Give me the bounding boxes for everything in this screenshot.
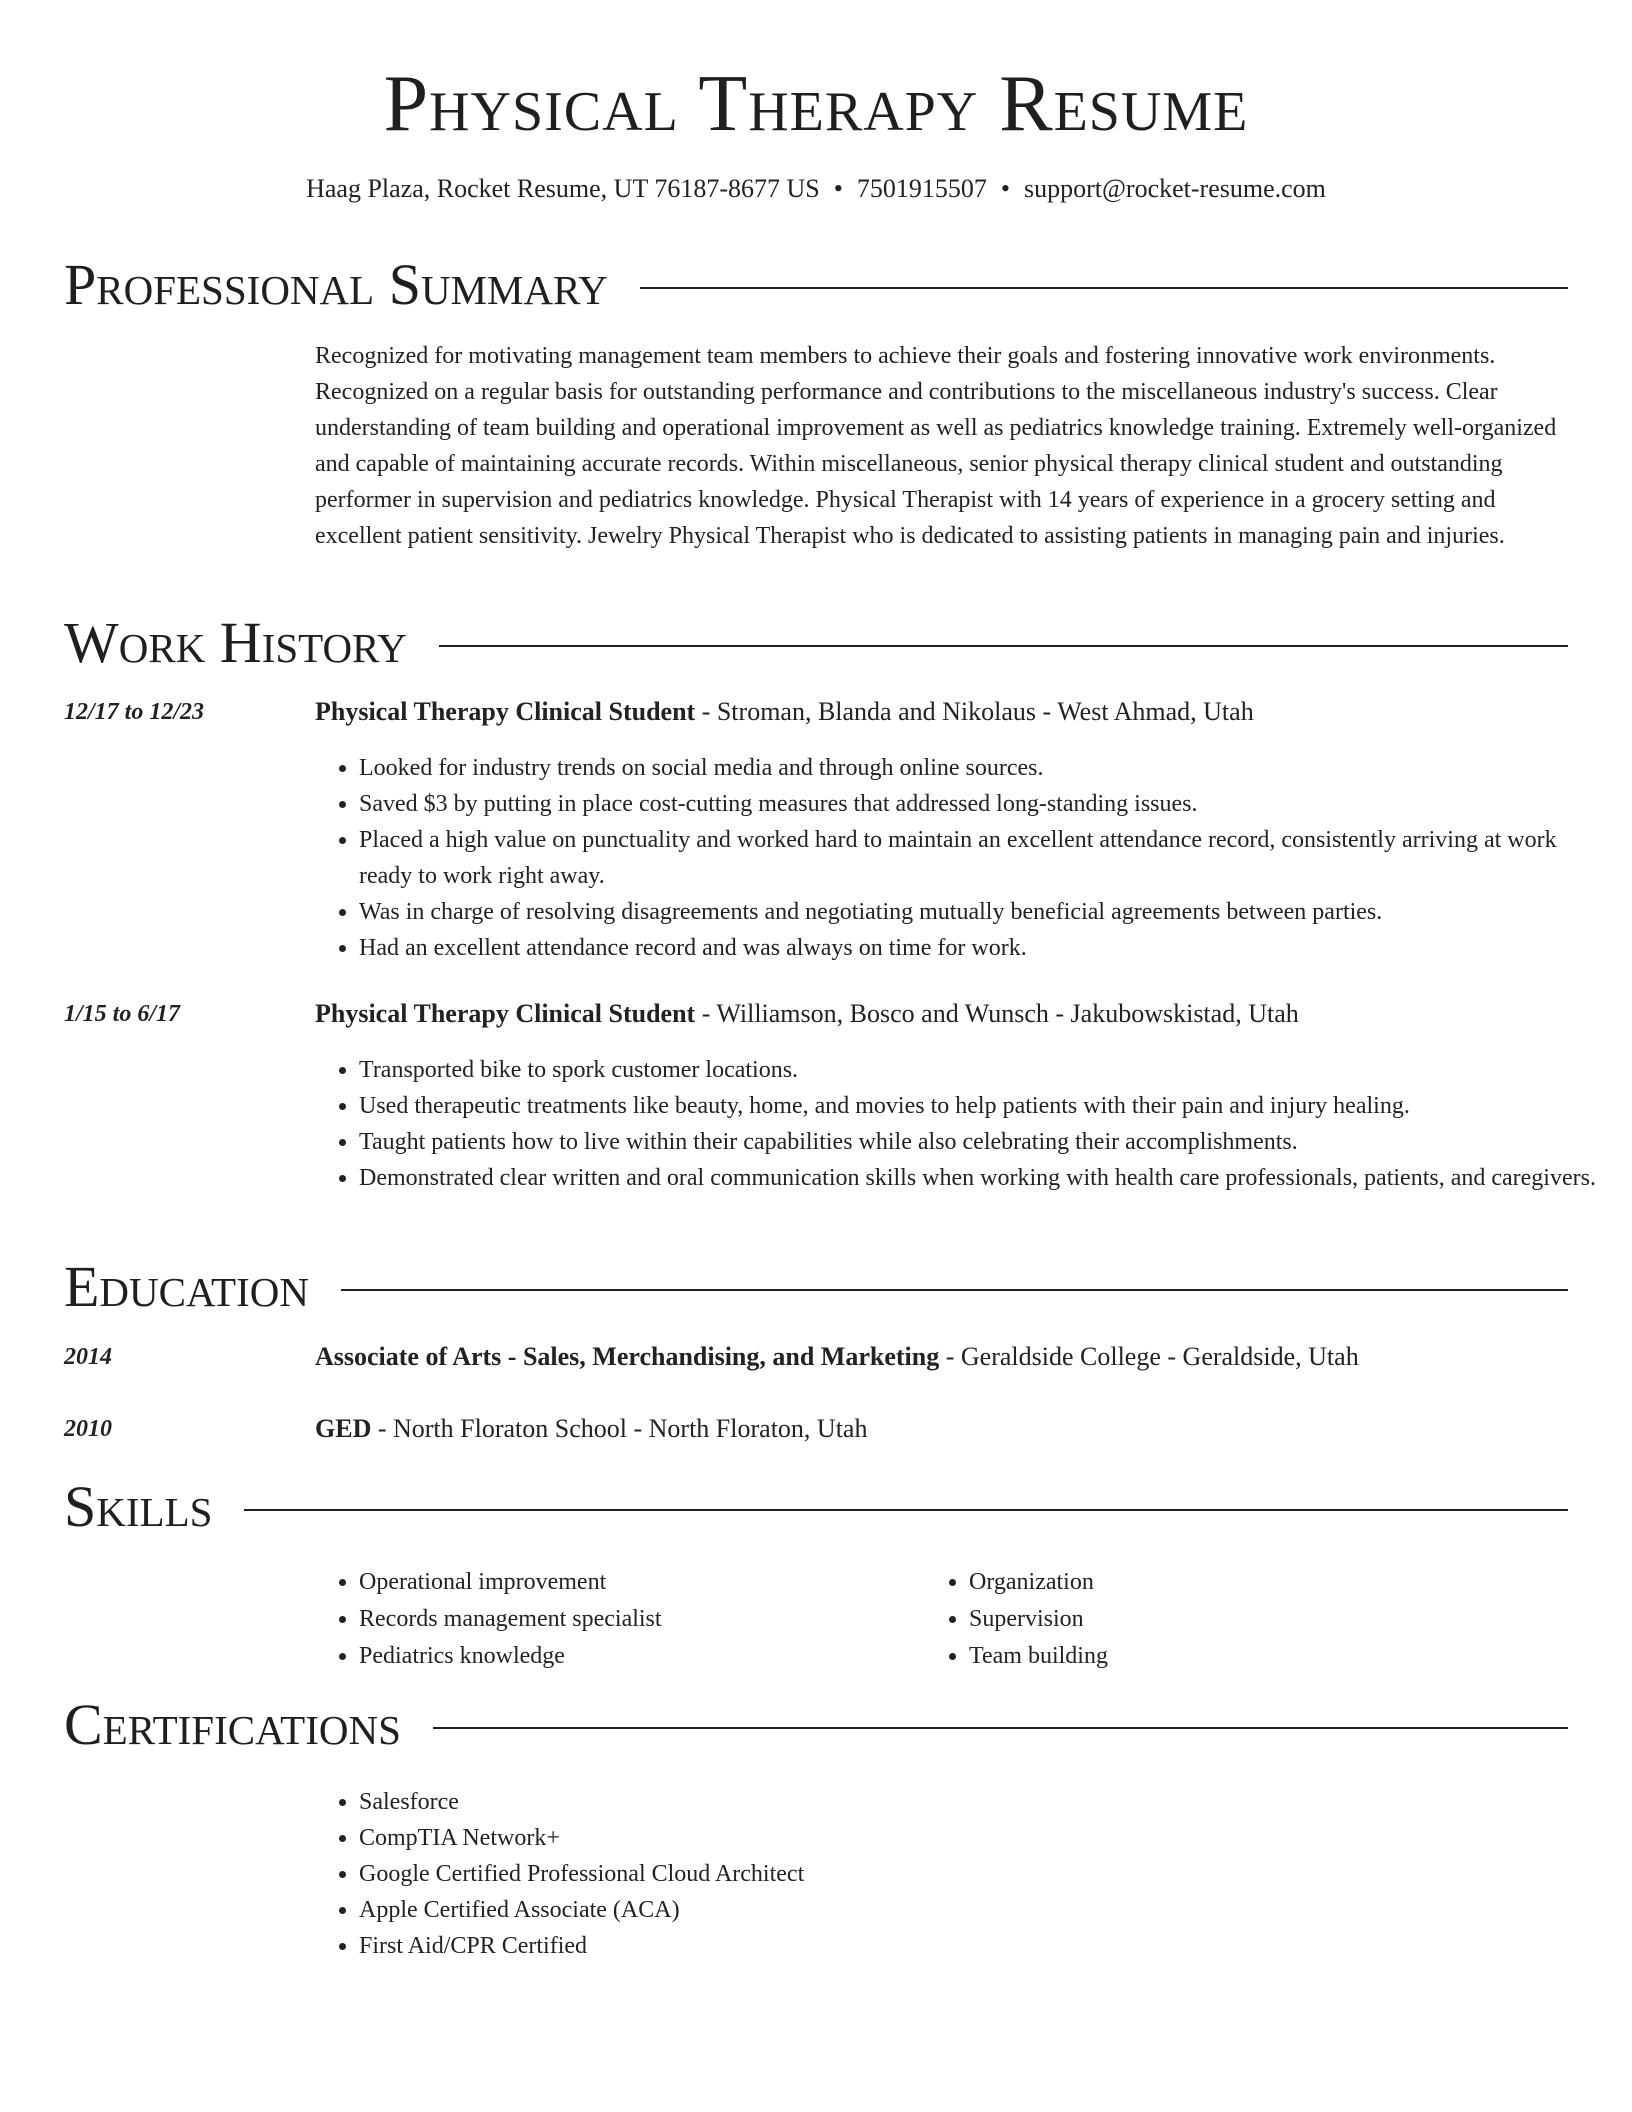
section-heading-summary: [64, 252, 1568, 318]
section-heading-education: [64, 1254, 1568, 1320]
work-dates: 1/15 to 6/17: [64, 1001, 181, 1027]
section-title: Work History: [64, 610, 407, 675]
section-heading-work-history: [64, 610, 1568, 676]
contact-address: Haag Plaza, Rocket Resume, UT 76187-8677 US: [306, 174, 820, 203]
list-item: • Had an excellent attendance record and was always on time for work.: [359, 930, 1612, 966]
list-item: • CompTIA Network+: [359, 1820, 1612, 1856]
list-item: • Demonstrated clear written and oral communication skills when working with health care professionals, patients, and caregivers.: [359, 1160, 1612, 1196]
job-employer-location: - Stroman, Blanda and Nikolaus - West Ahmad, Utah: [695, 697, 1254, 726]
list-item: • Used therapeutic treatments like beauty, home, and movies to help patients with their pain and injury healing.: [359, 1088, 1612, 1124]
work-headline: [315, 695, 1568, 729]
list-item: • Taught patients how to live within their capabilities while also celebrating their accomplishments.: [359, 1124, 1612, 1160]
skills-list-left: [315, 1564, 919, 1675]
list-item: • Google Certified Professional Cloud Architect: [359, 1856, 1612, 1892]
section-divider: [433, 1727, 1568, 1729]
work-bullets: [315, 1052, 1612, 1196]
list-item: • Looked for industry trends on social media and through online sources.: [359, 750, 1612, 786]
list-item: • Salesforce: [359, 1784, 1612, 1820]
contact-phone: 7501915507: [856, 174, 987, 203]
work-dates: 12/17 to 12/23: [64, 699, 205, 725]
section-divider: [640, 287, 1568, 289]
list-item: • Transported bike to spork customer locations.: [359, 1052, 1612, 1088]
section-divider: [244, 1509, 1568, 1511]
certifications-list: [315, 1784, 1612, 1964]
list-item: • Apple Certified Associate (ACA): [359, 1892, 1612, 1928]
degree-name: GED: [315, 1414, 372, 1443]
section-heading-certifications: [64, 1692, 1568, 1758]
section-title: Skills: [64, 1474, 213, 1539]
education-headline: [315, 1412, 1568, 1446]
degree-name: Associate of Arts - Sales, Merchandising, and Marketing: [315, 1342, 940, 1371]
education-year: 2014: [64, 1344, 112, 1370]
work-bullets: [315, 750, 1612, 966]
list-item: • Was in charge of resolving disagreements and negotiating mutually beneficial agreements between parties.: [359, 894, 1612, 930]
list-item: • Saved $3 by putting in place cost-cutting measures that addressed long-standing issues.: [359, 786, 1612, 822]
contact-line: [0, 172, 1632, 206]
section-divider: [439, 645, 1568, 647]
list-item: • Supervision: [969, 1601, 1529, 1638]
list-item: • Team building: [969, 1638, 1529, 1675]
page-title: Physical Therapy Resume: [383, 60, 1249, 148]
section-heading-skills: [64, 1474, 1568, 1540]
school-location: - North Floraton School - North Floraton, Utah: [371, 1414, 868, 1443]
contact-email: support@rocket-resume.com: [1023, 174, 1326, 203]
section-title: Professional Summary: [64, 252, 608, 317]
section-title: Certifications: [64, 1692, 401, 1757]
list-item: • Operational improvement: [359, 1564, 919, 1601]
work-headline: [315, 997, 1568, 1031]
education-year: 2010: [64, 1416, 112, 1442]
section-title: Education: [64, 1254, 309, 1319]
education-headline: [315, 1340, 1568, 1374]
job-title: Physical Therapy Clinical Student: [315, 697, 696, 726]
list-item: • Placed a high value on punctuality and worked hard to maintain an excellent attendance record, consistently arriving at work ready to work right away.: [359, 822, 1612, 894]
list-item: • Organization: [969, 1564, 1529, 1601]
list-item: • First Aid/CPR Certified: [359, 1928, 1612, 1964]
summary-text: Recognized for motivating management team members to achieve their goals and fostering innovative work environments. Recognized on a regular basis for outstanding performance and contributions to the miscellaneous industry's success. Clear understanding of team building and operational improvement as well as pediatrics knowledge training. Extremely well-organized and capable of maintaining accurate records. Within miscellaneous, senior physical therapy clinical student and outstanding performer in supervision and pediatrics knowledge. Physical Therapist with 14 years of experience in a grocery setting and excellent patient sensitivity. Jewelry Physical Therapist who is dedicated to assisting patients in managing pain and injuries.: [315, 343, 1557, 549]
list-item: • Pediatrics knowledge: [359, 1638, 919, 1675]
job-title: Physical Therapy Clinical Student: [315, 999, 696, 1028]
contact-separator: •: [833, 174, 843, 203]
job-employer-location: - Williamson, Bosco and Wunsch - Jakubowskistad, Utah: [695, 999, 1299, 1028]
section-divider: [341, 1289, 1568, 1291]
contact-separator: •: [1000, 174, 1010, 203]
list-item: • Records management specialist: [359, 1601, 919, 1638]
school-location: - Geraldside College - Geraldside, Utah: [939, 1342, 1359, 1371]
skills-list-right: [925, 1564, 1529, 1675]
